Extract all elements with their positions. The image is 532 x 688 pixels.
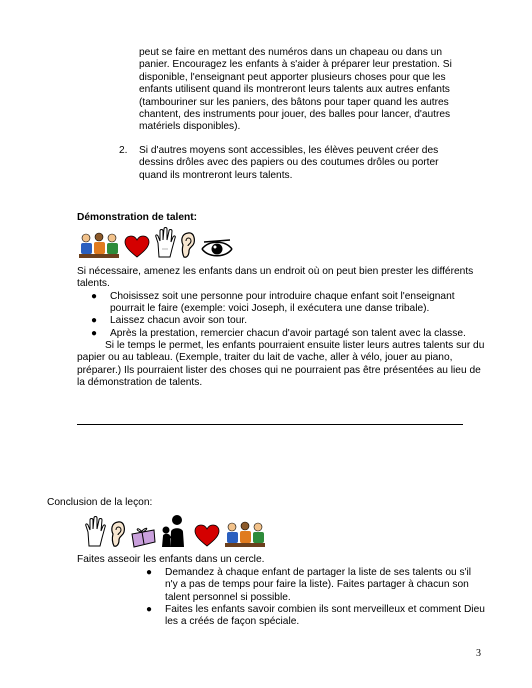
bullet-icon: ● bbox=[91, 328, 98, 339]
hand-icon bbox=[154, 227, 176, 263]
conclusion-bullet: ● Faites les enfants savoir combien ils sont merveilleux et comment Dieu les a créés de façon spéciale. bbox=[146, 604, 485, 628]
item-text: Si d'autres moyens sont accessibles, les élèves peuvent créer des dessins drôles avec des papiers ou des coutumes drôles ou porter quand ils montreront leurs talents. bbox=[139, 145, 439, 181]
hand-icon bbox=[84, 516, 106, 552]
group-of-children-icon bbox=[78, 231, 120, 263]
demonstration-heading: Démonstration de talent: bbox=[77, 212, 197, 223]
bullet-icon: ● bbox=[146, 567, 153, 578]
heart-icon bbox=[124, 235, 150, 263]
demonstration-icons bbox=[78, 229, 234, 263]
bullet-icon: ● bbox=[91, 315, 98, 326]
bullet-icon: ● bbox=[91, 291, 98, 302]
eye-icon bbox=[200, 239, 234, 263]
demonstration-closing: Si le temps le permet, les enfants pourraient ensuite lister leurs autres talents sur du papier ou au tableau. (Exemple, traiter du lait de vache, aller à vélo, jouer au piano, préparer.) Ils pourraient lister des choses qui ne pourraient pas être présentées au lieu de la démonstration de talents. bbox=[77, 340, 485, 389]
demonstration-bullet: ● Choisissez soit une personne pour introduire chaque enfant soit l'enseignant pourrait le faire (exemple: voici Joseph, il exécutera une danse tribale). bbox=[91, 291, 455, 315]
conclusion-intro: Faites asseoir les enfants dans un cercle. bbox=[77, 554, 265, 565]
ear-icon bbox=[180, 231, 196, 263]
heart-icon bbox=[194, 524, 220, 552]
demonstration-bullet: ● Après la prestation, remercier chacun d'avoir partagé son talent avec la classe. bbox=[91, 328, 466, 339]
bullet-icon: ● bbox=[146, 604, 153, 615]
person-silhouette-icon bbox=[160, 514, 190, 552]
conclusion-bullet: ● Demandez à chaque enfant de partager la liste de ses talents ou s'il n'y a pas de temps pour faire la liste). Faites partager à chacun son talent personnel si possible. bbox=[146, 567, 472, 603]
gift-icon bbox=[130, 524, 156, 552]
page-number: 3 bbox=[476, 648, 481, 659]
demonstration-intro: Si nécessaire, amenez les enfants dans un endroit où on peut bien prester les différents talents. bbox=[77, 266, 474, 290]
horizontal-divider bbox=[77, 424, 463, 425]
conclusion-heading: Conclusion de la leçon: bbox=[47, 497, 153, 508]
item-number: 2. bbox=[119, 145, 128, 156]
ear-icon bbox=[110, 520, 126, 552]
demonstration-bullet: ● Laissez chacun avoir son tour. bbox=[91, 315, 248, 326]
group-of-children-icon bbox=[224, 520, 266, 552]
numbered-item bbox=[119, 145, 469, 182]
continued-paragraph: peut se faire en mettant des numéros dans un chapeau ou dans un panier. Encouragez les enfants à s'aider à préparer leur prestation. Si disponible, l'enseignant peut apporter plusieurs choses pour que les enfants utilisent quand ils montreront leurs talents aux autres enfants (tambouriner sur les paniers, des bâtons pour taper quand les autres chantent, des instruments pour jouer, des balles pour lancer, d'autres matériels disponibles). bbox=[139, 47, 452, 133]
conclusion-icons bbox=[84, 514, 266, 552]
